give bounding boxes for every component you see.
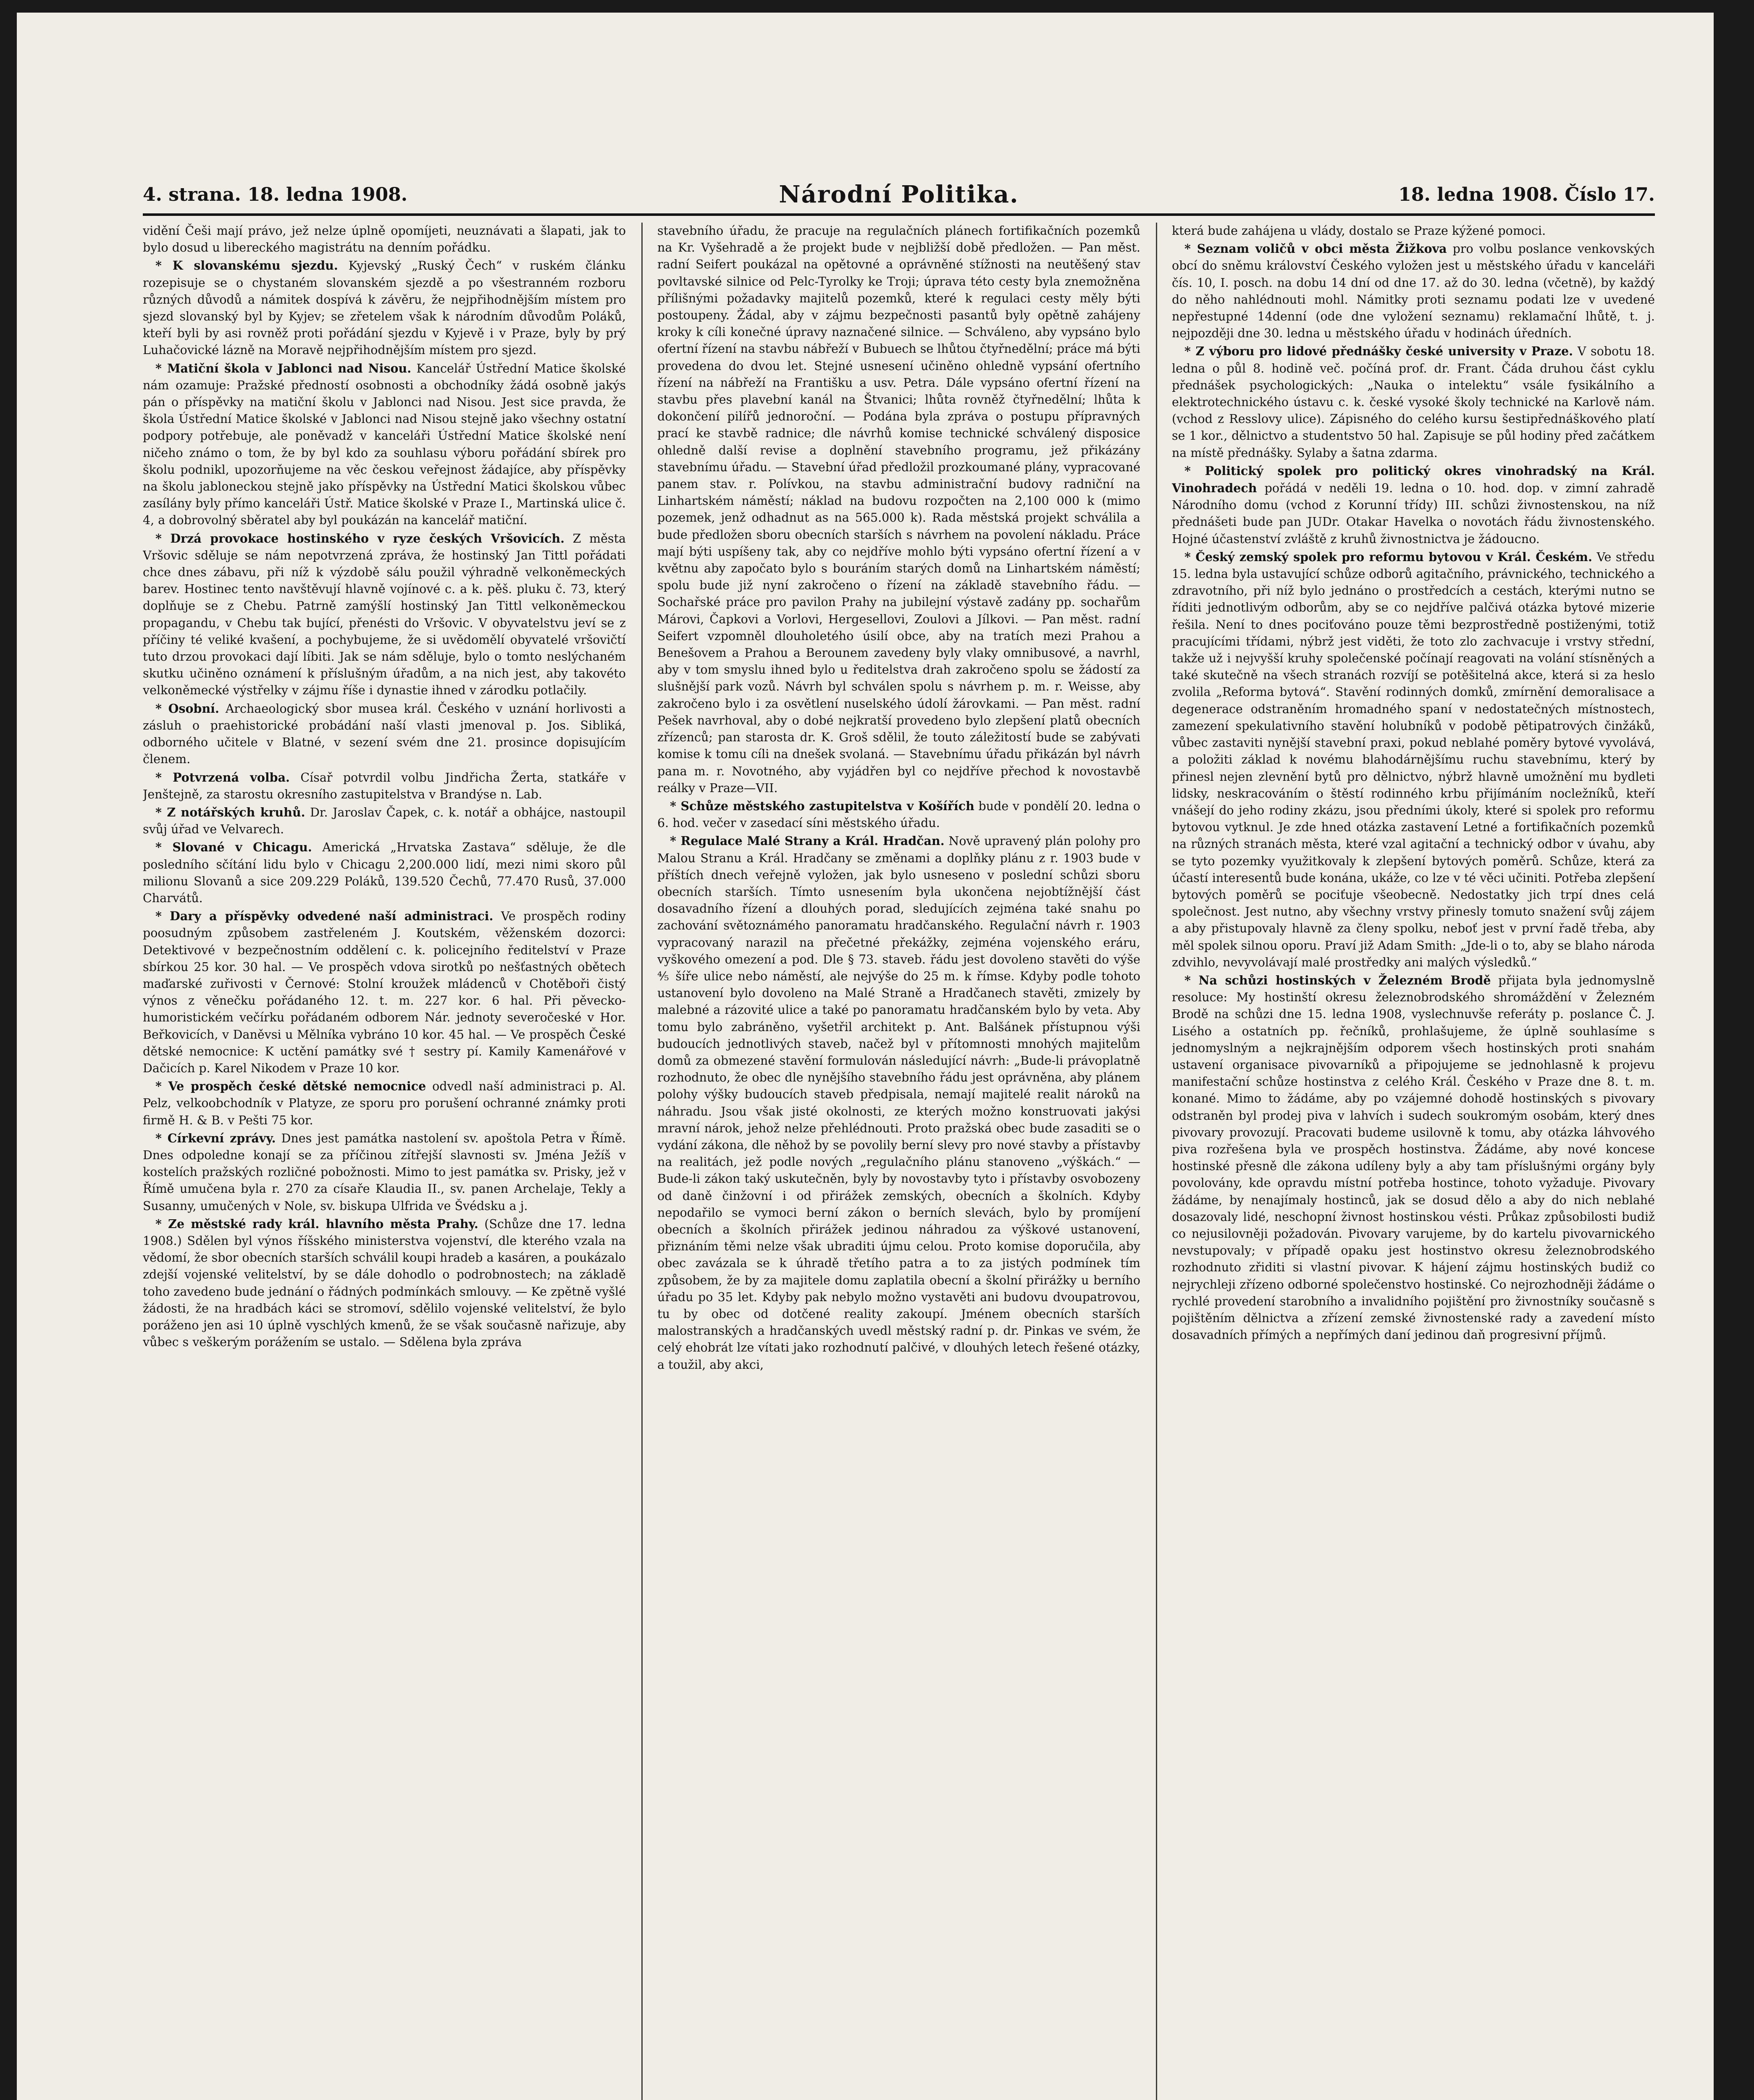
article-paragraph <box>143 1078 626 1129</box>
article-paragraph <box>143 700 626 768</box>
column-3 <box>1172 223 1655 2100</box>
article-text: Kancelář Ústřední Matice školské nám ozamuje: Pražské předností osobnosti a obchodníky žádá osobně jakýs pán o příspěvky na matiční školu v Jablonci nad Nisou. Jest sice pravda, že škola Ústřední Matice školské v Jablonci nad Nisou stejně jako všechny ostatní podpory potřebuje, ale poněvadž v kanceláři Ústřední Matice školské není ničeho známo o tom, že by byl kdo za souhlasu výboru pořádání sbírek pro školu podnikl, upozorňujeme na věc českou veřejnost žádajíce, aby příspěvky na školu jabloneckou stejně jako příspěvky na Ústřední Matici školskou vůbec zasílány byly přímo kanceláři Ústř. Matice školské v Praze I., Martinská ulice č. 4, a dobrovolný sběratel aby byl poukázán na kancelář matiční. <box>143 361 626 528</box>
article-paragraph <box>1172 549 1655 971</box>
article-heading: * Osobní. <box>155 701 219 716</box>
article-paragraph <box>1172 223 1655 239</box>
article-text: Archaeologický sbor musea král. Českého v uznání horlivosti a zásluh o praehistorické probádání naší vlasti jmenoval p. Jos. Sibliká, odborného učitele v Blatné, v sezení svém dne 21. prosince dopisujícím členem. <box>143 701 626 766</box>
article-paragraph <box>657 223 1140 797</box>
article-text: Kyjevský „Ruský Čech“ v ruském článku rozepisuje se o chystaném slovanském sjezdě a po všestranném rozboru různých důvodů a námitek dospívá k závěru, že nejpřihodnějším místem pro sjezd slovanský byl by Kyjev; se zřetelem však k národním důvodům Poláků, kteří byli by asi rovněž proti pořádání sjezdu v Kyjevě i v Praze, byly by prý Luhačovické lázně na Moravě nejpřihodnějším místem pro sjezd. <box>143 259 626 357</box>
article-text: Císař potvrdil volbu Jindřicha Žerta, statkáře v Jenštejně, za starostu okresního zastupitelstva v Brandýse n. Lab. <box>143 770 626 801</box>
article-text: Americká „Hrvatska Zastava“ sděluje, že dle posledního sčítání lidu bylo v Chicagu 2,200.000 lidí, mezi nimi skoro půl milionu Slovanů a sice 209.229 Poláků, 139.520 Čechů, 77.470 Rusů, 37.000 Charvátů. <box>143 840 626 905</box>
header-date-right: 18. ledna 1908. Číslo 17. <box>1398 184 1655 205</box>
article-paragraph <box>1172 240 1655 342</box>
article-heading: * Z notářských kruhů. <box>155 805 305 819</box>
article-text: Z města Vršovic sděluje se nám nepotvrzená zpráva, že hostinský Jan Tittl pořádati chce dnes zábavu, při níž k výzdobě sálu použil výhradně velkoněmeckých barev. Hostinec tento navštěvují hlavně vojínové c. a k. pěš. pluku č. 73, který doplňuje se z Chebu. Patrně zamýšlí hostinský Jan Tittl velkoněmeckou propagandu, v Chebu tak bující, přenésti do Vršovic. V obyvatelstvu jeví se z příčiny té veliké kvašení, a pochybujeme, že si uvědomělí obyvatelé vršovičtí tuto drzou provokaci dají líbiti. Jak se nám sděluje, bylo o tomto neslýchaném skutku učiněno oznámení k příslušným úřadům, a na nich jest, aby takovéto velkoněmecké výstřelky v zájmu říše i dynastie ihned v zárodku potlačily. <box>143 531 626 698</box>
article-heading: * Ze městské rady král. hlavního města Prahy. <box>155 1216 478 1231</box>
article-heading: * Slované v Chicagu. <box>155 840 312 855</box>
article-text: bude v pondělí 20. ledna o 6. hod. večer v zasedací síni městského úřadu. <box>657 799 1140 830</box>
article-heading: * Český zemský spolek pro reformu bytovou v Král. Českém. <box>1184 549 1592 564</box>
article-paragraph <box>657 832 1140 1373</box>
article-paragraph <box>143 223 626 256</box>
article-heading: * Z výboru pro lidové přednášky české university v Praze. <box>1184 344 1573 359</box>
article-text: která bude zahájena u vlády, dostalo se Praze kýžené pomoci. <box>1172 224 1546 238</box>
article-paragraph <box>143 908 626 1077</box>
article-paragraph <box>143 1215 626 1351</box>
article-text: Dr. Jaroslav Čapek, c. k. notář a obhájce, nastoupil svůj úřad ve Velvarech. <box>143 805 626 837</box>
article-paragraph <box>1172 343 1655 461</box>
article-text: stavebního úřadu, že pracuje na regulačních plánech fortifikačních pozemků na Kr. Vyšehradě a že projekt bude v nejbližší době předložen. — Pan měst. radní Seifert poukázal na opětovné a oprávněné stížnosti na neutěšený stav povltavské silnice od Pelc-Tyrolky ke Troji; úprava této cesty byla znemožněna přílišnými požadavky majitelů pozemků, které k regulaci cesty měly býti postoupeny. Žádal, aby v zájmu bezpečnosti pasantů byly opětně zahájeny kroky k cíli konečné úpravy naznačené silnice. — Schváleno, aby vypsáno bylo ofertní řízení na stavbu nábřeží v Bubuech se lhůtou čtyřnedělní; práce má býti provedena do dvou let. Stejné usnesení učiněno ohledně vypsání ofertního řízení na nábřeží na Františku a usv. Petra. Dále vypsáno ofertní řízení na stavbu přes plavební kanál na Štvanici; lhůta rovněž čtyřnedělní; lhůta k dokončení pilířů jednoroční. — Podána byla zpráva o postupu přípravných prací ke stavbě radnice; dle návrhů komise technické schválený disposice ohledně další revise a doplnění stavebního programu, jež přikázány stavebnímu úřadu. — Stavební úřad předložil prozkoumané plány, vypracované panem stav. r. Polívkou, na stavbu administrační budovy radniční na Linhartském náměstí; náklad na budovu rozpočten na 2,100 000 k (mimo pozemek, jenž odhadnut as na 565.000 k). Rada městská projekt schválila a bude předložen sboru obecních starších s návrhem na povolení nákladu. Práce mají býti uspíšeny tak, aby co nejdříve mohlo býti vypsáno ofertní řízení a v květnu aby započato bylo s bouráním starých domů na Linhartském náměstí; spolu bude již nyní zakročeno o řízení na základě stavebního řádu. — Sochařské práce pro pavilon Prahy na jubilejní výstavě zadány pp. sochařům Márovi, Čapkovi a Vorlovi, Hergesellovi, Zoulovi a Jílkovi. — Pan měst. radní Seifert vzpomněl dlouholetého úsilí obce, aby na tratích mezi Prahou a Benešovem a Prahou a Berounem zavedeny byly vlaky omnibusové, a navrhl, aby v tom smyslu ihned bylo u ředitelstva drah zakročeno spolu se žádostí za slušnější park vozů. Návrh byl schválen spolu s návrhem p. m. r. Weisse, aby zakročeno bylo i za osvětlení nuselského údolí žárovkami. — Pan měst. radní Pešek navrhoval, aby o dobé nejkratší provedeno bylo zlepšení platů obecních zřízenců; pan starosta dr. K. Groš sdělil, že touto záležitostí bude se zabývati komise k tomu cíli na dnešek svolaná. — Stavebnímu úřadu přikázán byl návrh pana m. r. Novotného, aby vyjádřen byl co nejdříve přechod k novostavbě reálky v Praze—VII. <box>657 224 1140 795</box>
article-heading: * Potvrzená volba. <box>155 770 290 785</box>
article-heading: * Regulace Malé Strany a Král. Hradčan. <box>670 834 945 848</box>
article-paragraph <box>143 530 626 699</box>
column-1 <box>143 223 626 2100</box>
article-heading: * Politický spolek pro politický okres vinohradský na Král. Vinohradech <box>1172 463 1655 496</box>
page-header <box>143 181 1655 210</box>
article-heading: * Na schůzi hostinských v Železném Brodě <box>1184 973 1491 987</box>
article-heading: * Schůze městského zastupitelstva v Košířích <box>670 798 974 813</box>
article-text: Ve středu 15. ledna byla ustavující schůze odborů agitačního, právnického, technického a zdravotního, při níž bylo jednáno o prostředcích a cestách, kterými nutno se říditi jednotlivým odborům, aby se co nejdříve palčivá otázka bytové mizerie řešila. Není to dnes pociťováno pouze těmi bezprostředně postiženými, totiž pracujícími třídami, nýbrž jest viděti, že toto zlo zachvacuje i vrstvy střední, takže už i nejvyšší kruhy společenské počínají reagovati na volání stísněných a také skutečně na všech stranách rozvíjí se potěšitelná akce, která si za heslo zvolila „Reforma bytová“. Stavění rodinných domků, zmírnění demoralisace a degenerace odstraněním hromadného spaní v nedostatečných místnostech, zamezení spekulativního stavění holubníků v podobě pětipatrových činžáků, vůbec zastaviti nynější stavební praxi, pokud neblahé poměry bytové vyvolává, a položiti základ k novému blahodárnějšímu ruchu stavebnímu, který by přinesl nejen zlevnění bytů pro dělnictvo, nýbrž hlavně umožnění mu bydleti lidsky, neskracováním o štěstí rodinného krbu přijímáním nocležníků, kteří vnášejí do jeho rodiny zkázu, jsou předními úkoly, které si spolek pro reformu bytovou vytknul. Je zde hned otázka zastavení Letné a fortifikačních pozemků na různých stranách města, které vzal agitační a technický odbor v úvahu, aby se tyto pozemky využitkovaly k zlepšení bytových poměrů. Schůze, která za účastí interesentů bude konána, ukáže, co lze v té věci učiniti. Potřeba zlepšení bytových poměrů se pociťuje všeobecně. Nedostatky jich trpí dnes celá společnost. Jest nutno, aby všechny vrstvy přinesly tomuto snažení svůj zájem a aby přistupovaly hlavně za členy spolku, neboť jest v první řadě třeba, aby měl spolek silnou oporu. Praví již Adam Smith: „Jde-li o to, aby se blaho národa zdvihlo, nevyvolávají malé prostředky ani malých výsledků.“ <box>1172 550 1655 969</box>
article-paragraph <box>143 839 626 907</box>
article-heading: * K slovanskému sjezdu. <box>155 258 338 273</box>
article-heading: * Matiční škola v Jablonci nad Nisou. <box>155 361 412 375</box>
column-divider-1 <box>641 223 643 2100</box>
article-text: pořádá v neděli 19. ledna o 10. hod. dop. v zimní zahradě Národního domu (vchod z Korunní třídy) III. schůzi živnostenskou, na níž přednášeti bude pan JUDr. Otakar Havelka o novotách řádu živnostenského. Hojné účastenství zvláště z kruhů živnostnictva je žádoucno. <box>1172 481 1655 546</box>
article-heading: * Seznam voličů v obci města Žižkova <box>1184 242 1447 256</box>
article-heading: * Drzá provokace hostinského v ryze českých Vršovicích. <box>155 531 565 546</box>
header-rule <box>143 213 1655 216</box>
masthead-title: Národní Politika. <box>779 181 1019 208</box>
article-text: odvedl naší administraci p. Al. Pelz, velkoobchodník v Platyze, ze sporu pro porušení ochranné známky proti firmě H. & B. v Pešti 75 kor. <box>143 1079 626 1127</box>
header-date-left: 4. strana. 18. ledna 1908. <box>143 184 408 205</box>
article-paragraph <box>657 798 1140 832</box>
article-paragraph <box>143 769 626 803</box>
article-text: pro volbu poslance venkovských obcí do sněmu království Českého vyložen jest u městského úřadu v kanceláři čís. 10, I. posch. na dobu 14 dní od dne 17. až do 30. ledna (včetně), by každý do něho nahlédnouti mohl. Námitky proti seznamu podati lze v uvedené nepřestupné 14denní (ode dne vyložení seznamu) reklamační lhůtě, t. j. nejpozději dne 30. ledna u městského úřadu v hodinách úředních. <box>1172 242 1655 341</box>
article-heading: * Ve prospěch české dětské nemocnice <box>155 1079 426 1094</box>
article-heading: * Dary a příspěvky odvedené naší administraci. <box>155 909 494 924</box>
article-paragraph <box>1172 462 1655 548</box>
article-paragraph <box>1172 972 1655 1344</box>
article-text: přijata byla jednomyslně resoluce: My hostinští okresu železnobrodského shromáždění v Železném Brodě na schůzi dne 15. ledna 1908, vyslechnuvše referáty p. poslance Č. J. Lisého a ostatních pp. řečníků, prohlašujeme, že úplně souhlasíme s jednomyslným a nejkrajnějším odporem všech hostinských proti snahám ustavení organisace pivovarníků a připojujeme se jednohlasně k projevu manifestační schůze hostinstva z celého Král. Českého v Praze dne 8. t. m. konané. Mimo to žádáme, aby po vzájemné dohodě hostinských s pivovary odstraněn byl prodej piva v lahvích i sudech soukromým osobám, který dnes pivovary provozují. Pracovati budeme usilovně k tomu, aby otázka láhvového piva rozřešena byla ve prospěch hostinstva. Žádáme, aby nové koncese hostinské přesně dle zákona udíleny byly a aby tam příslušnými orgány byly povolovány, kde opravdu místní potřeba hostince, tohoto vyžaduje. Pivovary žádáme, by nenajímaly hostinců, jak se dosud dělo a aby do nich neblahé dosazovaly lidé, neschopní živnost hostinskou vésti. Průkaz způsobilosti budiž co nejusilovněji požadován. Pivovary varujeme, by do kartelu pivovarnického nevstupovaly; v případě opaku jest hostinstvo okresu železnobrodského rozhodnuto zřiditi si vlastní pivovar. K hájení zájmu hostinských budiž co nejrychleji zřízeno odborné společenstvo hostinské. Co nejrozhodněji žádáme o rychlé provedení starobního a invalidního pojištění pro živnostníky současně s pojištěním dělnictva a zřízení zemské živnostenské rady a zavedení místo dosavadních přímých a nepřímých daní jedinou daň progresivní příjmů. <box>1172 973 1655 1342</box>
article-text: Nově upravený plán polohy pro Malou Stranu a Král. Hradčany se změnami a doplňky plánu z r. 1903 bude v příštích dnech veřejně vyložen, jak bylo usneseno v poslední schůzi sboru obecních starších. Tímto usnesením byla ukončena nejobtížnější část dosavadního řízení a dlouhých porad, sledujících zejména také snahu po zachování světoznámého panoramatu hradčanského. Regulační návrh r. 1903 vypracovaný narazil na přečetné překážky, zejména vojenského eráru, vyškového omezení a pod. Dle § 73. staveb. řádu jest dovoleno stavěti do výše ⅘ šíře ulice nebo náměstí, ale nejvýše do 25 m. k římse. Kdyby podle tohoto ustanovení bylo dovoleno na Malé Straně a Hradčanech stavěti, zmizely by malebné a rázovité ulice a také po panoramatu hradčanském bylo by veta. Aby tomu bylo zabráněno, vyšetřil architekt p. Ant. Balšánek přístupnou výši budoucích jednotlivých staveb, načež byl v přítomnosti mnohých majitelům domů za obmezené stavění formulován následující návrh: „Bude-li právoplatně rozhodnuto, že obec dle nynějšího stavebního řádu jest oprávněna, aby plánem polohy výšky budoucích staveb předpisala, nemají majitelé realit nároků na náhradu. Jsou však jisté okolnosti, ze kterých možno konstruovati jakýsi mravní nárok, jehož nelze přehlédnouti. Proto pražská obec bude zasaditi se o vydání zákona, dle něhož by se povolily berní slevy pro nové stavby a přístavby na realitách, jež podle nových „regulačního plánu stanoveno „výškách.“ — Bude-li zákon taký uskutečněn, byly by novostavby tyto i přístavby osvobozeny od daně činžovní i od přirážek zemských, obecních a školních. Kdyby nepodařilo se vymoci berní zákon o berních slevách, bylo by promíjení obecních a školních přirážek jedinou náhradou za výškové ustanovení, přiznáním těmi nelze však ubraditi újmu celou. Proto komise doporučila, aby obec zavázala se k úhradě třetího patra a to za jistých podmínek tím způsobem, že by za majitele domu zaplatila obecní a školní přirážky u berního úřadu po 35 let. Kdyby pak nebylo možno vystavěti ani budovu dvoupatrovou, tu by obec od dotčené reality zakoupí. Jménem obecních starších malostranských a hradčanských uvedl městský radní p. dr. Pinkas ve svém, že celý ehobrát lze vítati jako rozhodnutí palčivé, v dlouhých letech řešené otázky, a toužil, aby akci, <box>657 834 1140 1372</box>
article-text: Ve prospěch rodiny poosudným způsobem zastřeleném J. Koutském, věženském dozorci: Detektivové v bezpečnostním oddělení c. k. policejního ředitelství v Praze sbírkou 25 kor. 30 hal. — Ve prospěch vdova sirotků po nešťastných obětech maďarské zuřivosti v Černové: Stolní kroužek mládenců v Chotěboři čistý výnos z věnečku pořádaného 12. t. m. 227 kor. 6 hal. Při pěvecko-humoristickém večírku pořádaném odborem Nár. jednoty severočeské v Hor. Beřkovicích, v Daněvsi u Mělníka vybráno 10 kor. 45 hal. — Ve prospěch České dětské nemocnice: K uctění památky své † sestry pí. Kamily Kamenářové v Dačicích p. Karel Nikodem v Praze 10 kor. <box>143 909 626 1075</box>
article-text: V sobotu 18. ledna o půl 8. hodině več. počíná prof. dr. Frant. Čáda druhou část cyklu přednášek psychologických: „Nauka o intelektu“ vsále fysikálního a elektrotechnického ústavu c. k. české vysoké školy technické na Karlově nám. (vchod z Resslovy ulice). Zápisného do celého kursu šestipřednáškového platí se 1 kor., dělnictvo a studentstvo 50 hal. Zapisuje se půl hodiny před začátkem na místě přednášky. Sylaby a šatna zdarma. <box>1172 344 1655 460</box>
article-text: (Schůze dne 17. ledna 1908.) Sdělen byl výnos říšského ministerstva vojenství, dle kterého vzala na vědomí, že sbor obecních starších schválil koupi hradeb a kasáren, a poukázalo zdejší vojenské velitelství, by se dále dohodlo o podrobnostech; na základě toho zavedeno bude jednání o řádných podmínkách smlouvy. — Ke zpětně vyšlé žádosti, že na hradbách káci se stromoví, sdělilo vojenské velitelství, že bylo poráženo jen asi 10 úplně vyschlých kmenů, že se však současně nařizuje, aby vůbec s veškerým porážením se ustalo. — Sdělena byla zpráva <box>143 1217 626 1349</box>
article-paragraph <box>143 1130 626 1215</box>
article-heading: * Církevní zprávy. <box>155 1131 276 1145</box>
article-paragraph <box>143 360 626 529</box>
article-text: vidění Češi mají právo, jež nelze úplně opomíjeti, neuznávati a šlapati, jak to bylo dosud u libereckého magistrátu na denním pořádku. <box>143 224 626 255</box>
column-divider-2 <box>1156 223 1157 2100</box>
article-paragraph <box>143 257 626 359</box>
article-text: Dnes jest památka nastolení sv. apoštola Petra v Římě. Dnes odpoledne konají se za příčinou zítřejší slavnosti sv. Jména Ježíš v kostelích pražských rozličné pobožnosti. Mimo to jest památka sv. Prisky, jež v Římě umučena byla r. 270 za císaře Klaudia II., sv. panen Archelaje, Tekly a Susanny, umučených v Nole, sv. biskupa Ulfrida ve Švédsku a j. <box>143 1131 626 1213</box>
article-paragraph <box>143 804 626 838</box>
newspaper-page <box>17 13 1714 2100</box>
column-2 <box>657 223 1140 2100</box>
